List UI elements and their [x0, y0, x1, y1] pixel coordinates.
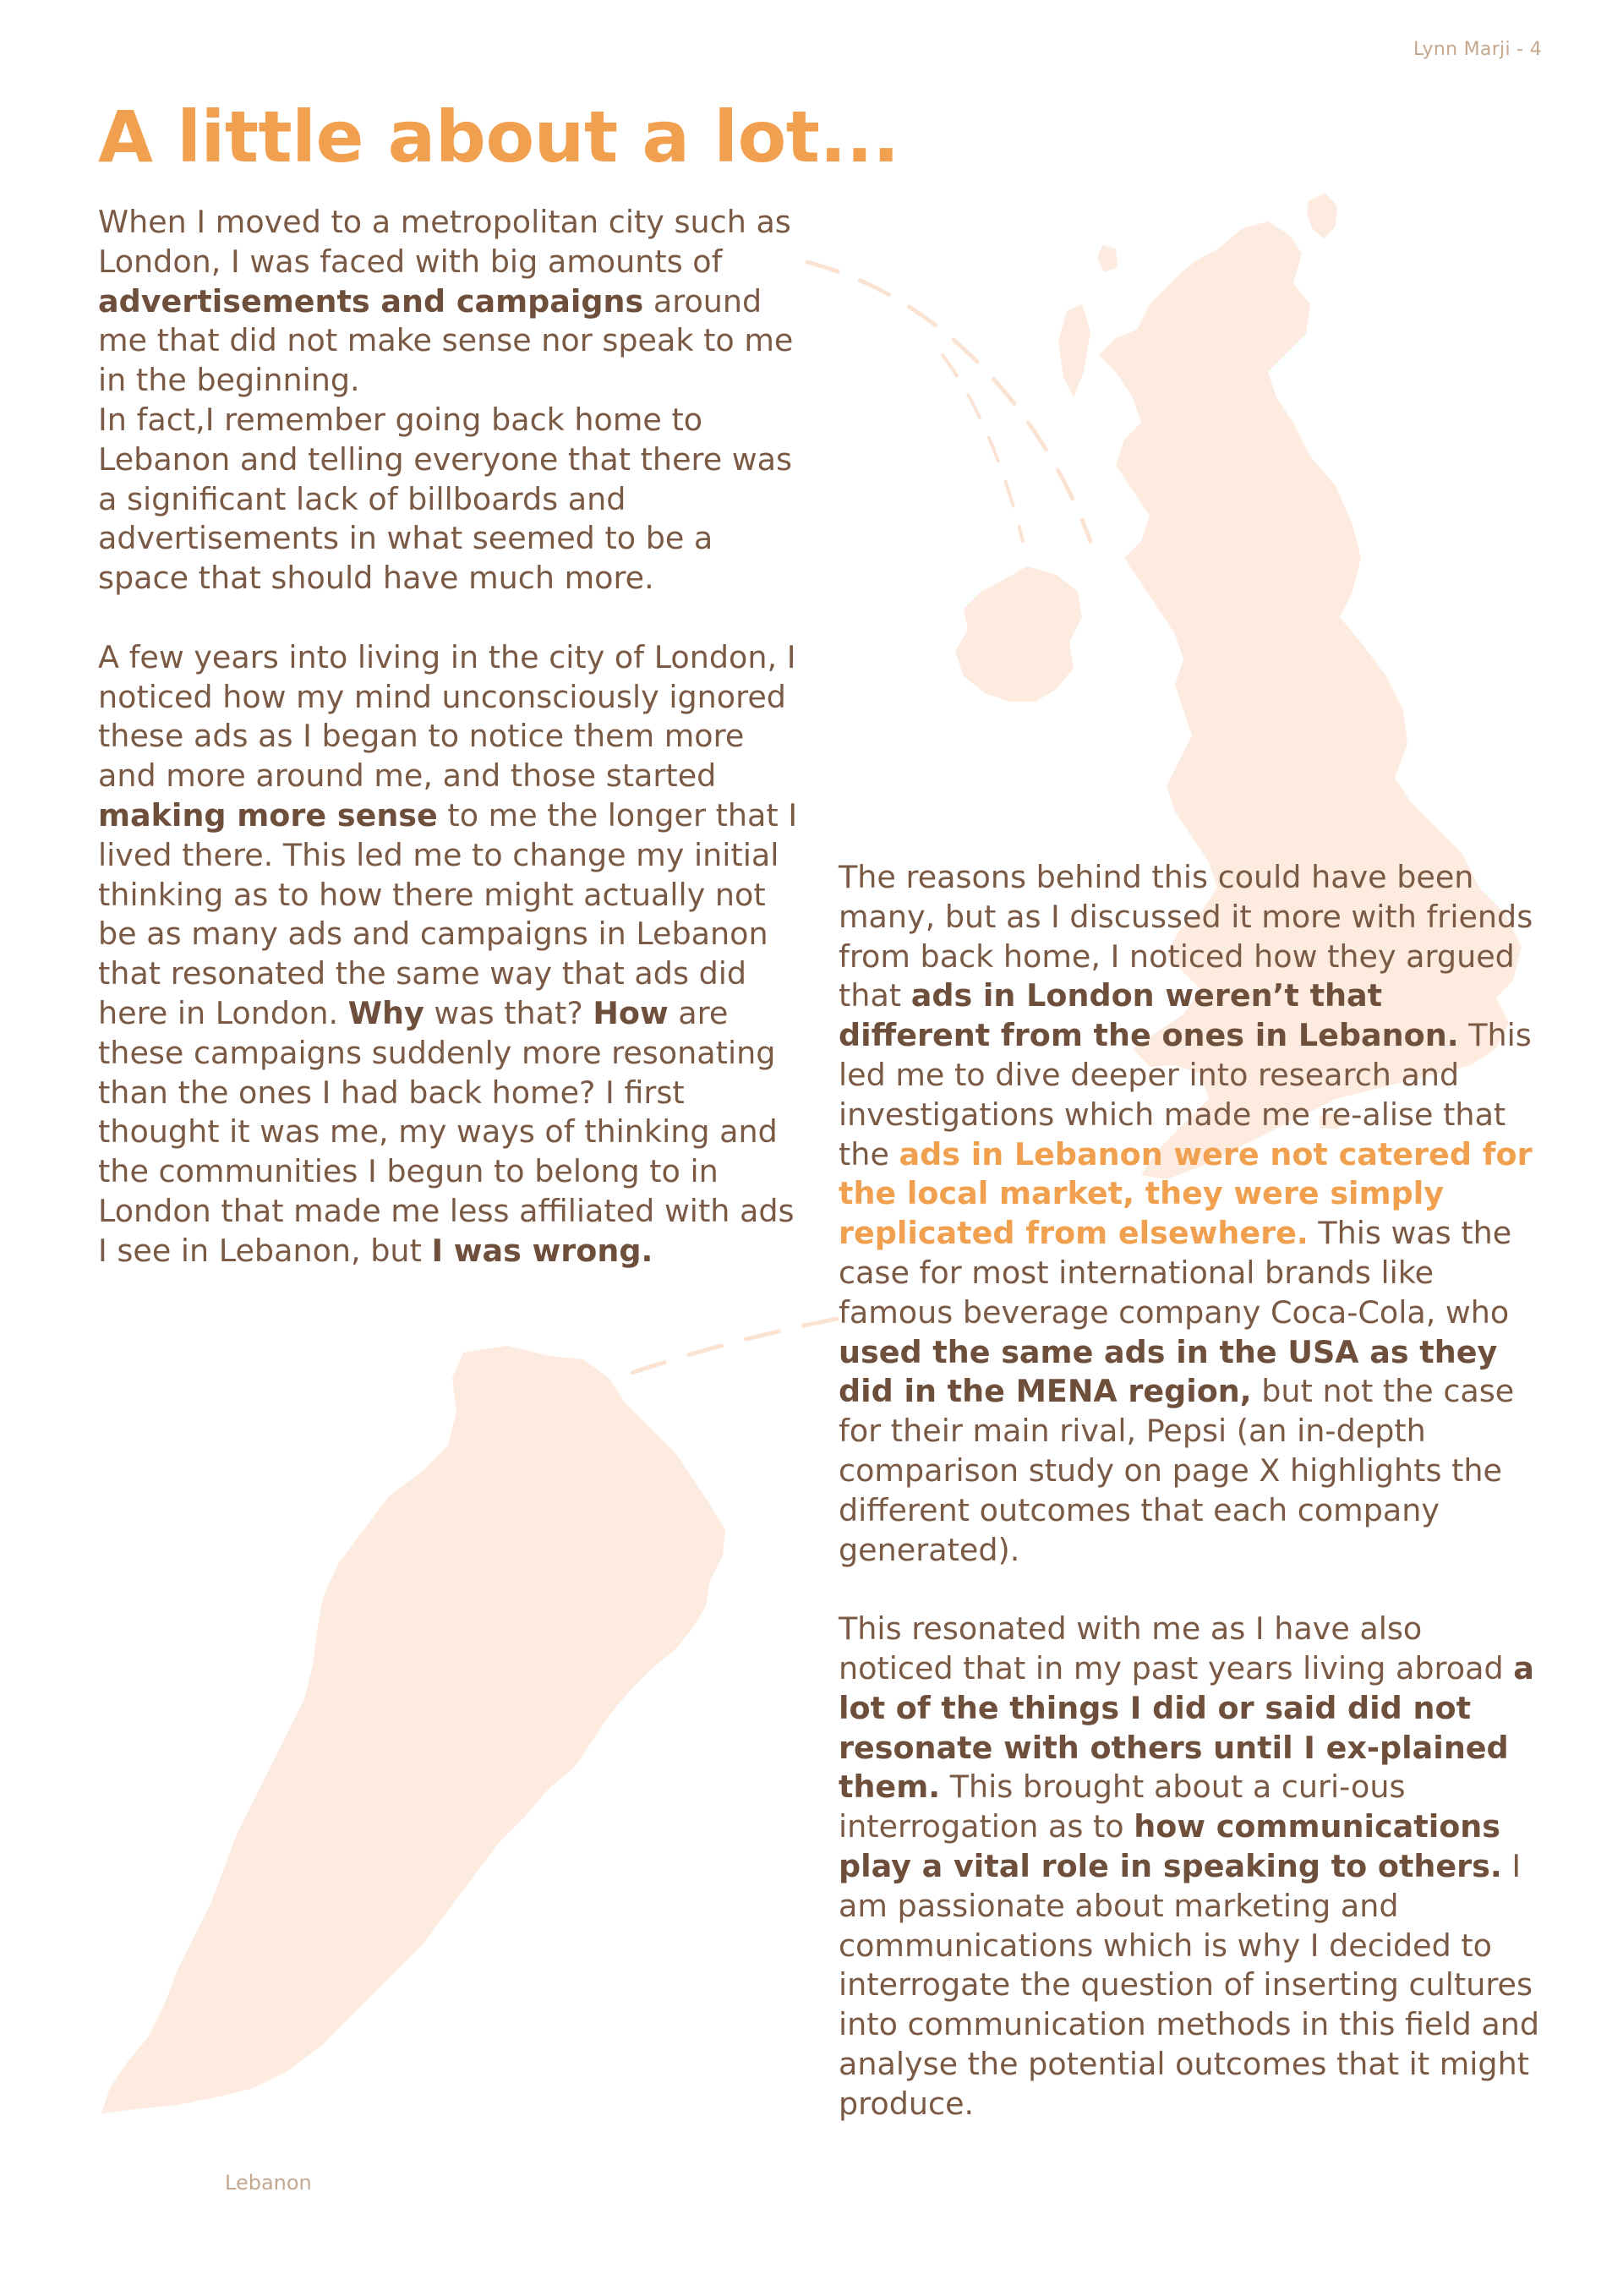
page-title: A little about a lot...	[98, 96, 899, 178]
map-caption: Lebanon	[225, 2171, 312, 2195]
left-column	[98, 203, 800, 1271]
left-paragraph-1: When I moved to a metropolitan city such as London, I was faced with big amounts of advertisements and campaigns around me that did not make sense nor speak to me in the beginning. In fact,I remember going back home to Lebanon and telling everyone that there was a significant lack of billboards and advertisements in what seemed to be a space that should have much more.	[98, 204, 794, 597]
right-paragraph-1: The reasons behind this could have been many, but as I discussed it more with friends from back home, I noticed how they argued that ads in London weren’t that different from the ones in Lebanon. This led me to dive deeper into research and investigations which made me re-alise that the ads in Lebanon were not catered for the local market, they were simply replicated from elsewhere. This was the case for most international brands like famous beverage company Coca-Cola, who used the same ads in the USA as they did in the MENA region, but not the case for their main rival, Pepsi (an in-depth comparison study on page X highlights the different outcomes that each company generated).	[839, 859, 1533, 1568]
page-header: Lynn Marji - 4	[1413, 39, 1542, 60]
left-paragraph-2: A few years into living in the city of London, I noticed how my mind unconsciously ignored these ads as I began to notice them more and more around me, and those started making more sense to me the longer that I lived there. This led me to change my initial thinking as to how there might actually not be as many ads and campaigns in Lebanon that resonated the same way that ads did here in London. Why was that? How are these campaigns suddenly more resonating than the ones I had back home? I first thought it was me, my ways of thinking and the communities I begun to belong to in London that made me less affiliated with ads I see in Lebanon, but I was wrong.	[98, 638, 798, 1269]
right-column	[839, 858, 1540, 2124]
right-paragraph-2: This resonated with me as I have also noticed that in my past years living abroad a lot of the things I did or said did not resonate with others until I ex-plained them. This brought about a curi-ous interrogation as to how communications play a vital role in speaking to others. I am passionate about marketing and communications which is why I decided to interrogate the question of inserting cultures into communication methods in this field and analyse the potential outcomes that it might produce.	[839, 1610, 1540, 2122]
